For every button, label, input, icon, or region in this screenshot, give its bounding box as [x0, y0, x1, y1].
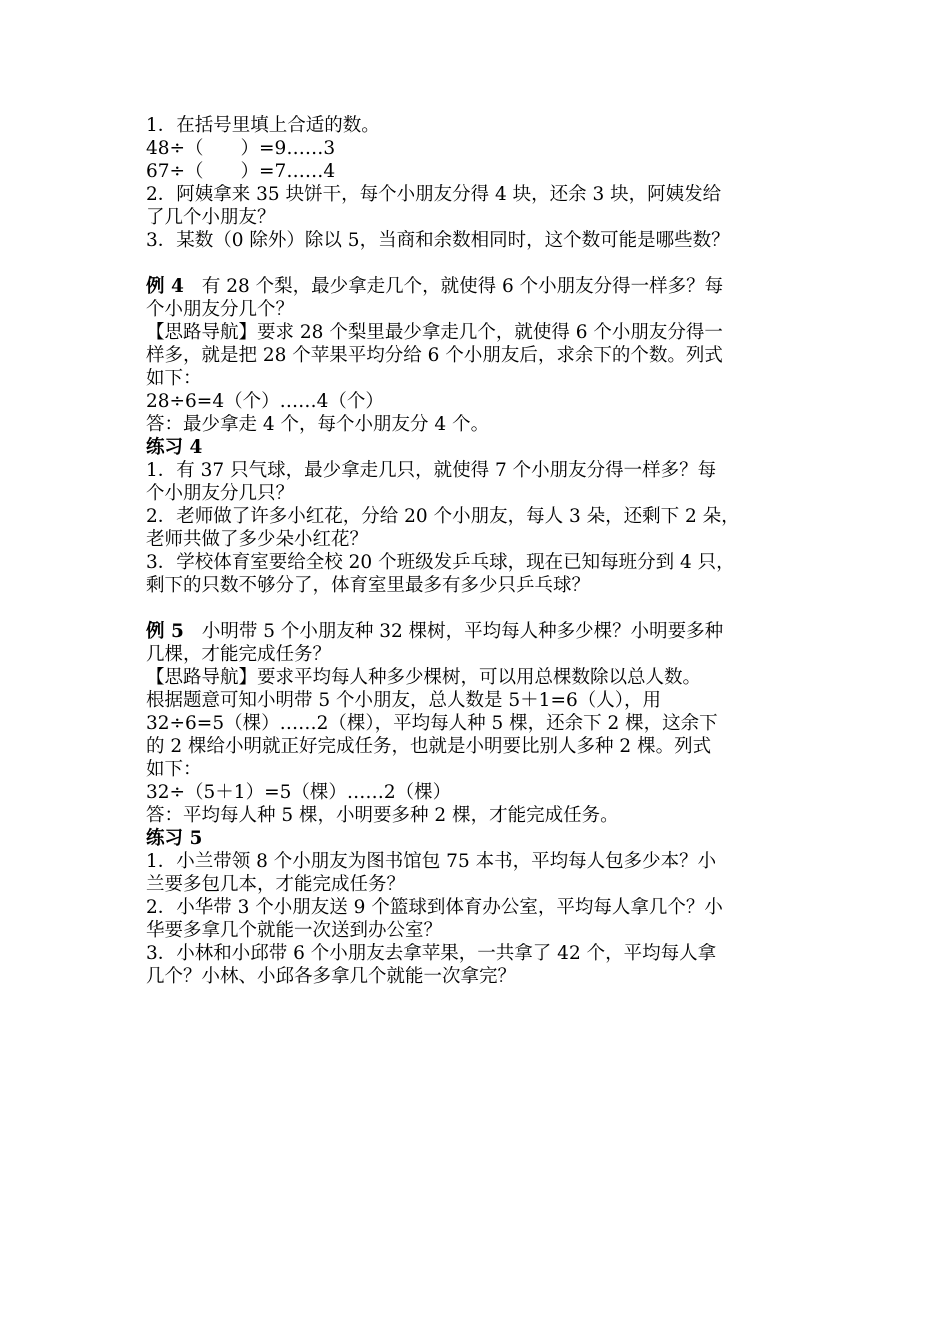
- example-4-formula: 28÷6=4（个）……4（个）: [146, 391, 384, 412]
- practice-5-heading: 练习 5: [146, 828, 203, 849]
- practice-4-line: 老师共做了多少朵小红花？: [146, 529, 369, 550]
- example-5-title-cont: 几棵，才能完成任务？: [146, 644, 332, 665]
- practice-4-line: 2．老师做了许多小红花，分给 20 个小朋友，每人 3 朵，还剩下 2 朵，: [146, 506, 740, 527]
- practice-5-line: 3．小林和小邱带 6 个小朋友去拿苹果，一共拿了 42 个，平均每人拿: [146, 943, 717, 964]
- practice-4-heading: 练习 4: [146, 437, 203, 458]
- example-5-navigation-cont: 32÷6=5（棵）……2（棵），平均每人种 5 棵，还余下 2 棵，这余下: [146, 713, 718, 734]
- example-4-answer: 答：最少拿走 4 个，每个小朋友分 4 个。: [146, 414, 490, 435]
- exercise-line: 2．阿姨拿来 35 块饼干，每个小朋友分得 4 块，还余 3 块，阿姨发给: [146, 184, 722, 205]
- example-5-answer: 答：平均每人种 5 棵，小明要多种 2 棵，才能完成任务。: [146, 805, 619, 826]
- example-5-navigation: [146, 666, 836, 689]
- example-5-label: 例 5: [146, 621, 184, 642]
- example-5-title: [146, 620, 836, 643]
- practice-5-line: 几个？小林、小邱各多拿几个就能一次拿完？: [146, 966, 517, 987]
- practice-4-line: 剩下的只数不够分了，体育室里最多有多少只乒乓球？: [146, 575, 591, 596]
- example-5-navigation-cont: 的 2 棵给小明就正好完成任务，也就是小明要比别人多种 2 棵。列式: [146, 736, 712, 757]
- example-4-navigation-cont: 如下：: [146, 368, 202, 389]
- practice-5-line: 1．小兰带领 8 个小朋友为图书馆包 75 本书，平均每人包多少本？小: [146, 851, 717, 872]
- practice-5-line: 2．小华带 3 个小朋友送 9 个篮球到体育办公室，平均每人拿几个？小: [146, 897, 723, 918]
- exercise-line: 了几个小朋友？: [146, 207, 276, 228]
- example-5-text: 小明带 5 个小朋友种 32 棵树，平均每人种多少棵？小明要多种: [201, 621, 724, 642]
- navigation-label: 【思路导航】: [146, 322, 258, 343]
- navigation-text: 要求平均每人种多少棵树，可以用总棵数除以总人数。: [257, 667, 702, 688]
- exercise-line: 3．某数（0 除外）除以 5，当商和余数相同时，这个数可能是哪些数？: [146, 230, 730, 251]
- navigation-label: 【思路导航】: [146, 667, 258, 688]
- navigation-text: 要求 28 个梨里最少拿走几个，就使得 6 个小朋友分得一: [257, 322, 723, 343]
- example-4-navigation: [146, 321, 836, 344]
- practice-4-line: 3．学校体育室要给全校 20 个班级发乒乓球，现在已知每班分到 4 只，: [146, 552, 735, 573]
- example-4-title: [146, 275, 836, 298]
- spacer: [146, 252, 836, 275]
- practice-4-line: 个小朋友分几只？: [146, 483, 295, 504]
- practice-5-line: 兰要多包几本，才能完成任务？: [146, 874, 406, 895]
- example-5-formula: 32÷（5＋1）=5（棵）……2（棵）: [146, 782, 452, 803]
- example-5-navigation-cont: 如下：: [146, 759, 202, 780]
- exercise-line: 67÷（ ）=7……4: [146, 161, 336, 182]
- practice-5-line: 华要多拿几个就能一次送到办公室？: [146, 920, 443, 941]
- example-4-label: 例 4: [146, 276, 184, 297]
- example-5-navigation-cont: 根据题意可知小明带 5 个小朋友，总人数是 5＋1=6（人），用: [146, 690, 661, 711]
- example-4-navigation-cont: 样多，就是把 28 个苹果平均分给 6 个小朋友后，求余下的个数。列式: [146, 345, 723, 366]
- practice-4-line: 1．有 37 只气球，最少拿走几只，就使得 7 个小朋友分得一样多？每: [146, 460, 717, 481]
- example-4-title-cont: 个小朋友分几个？: [146, 299, 295, 320]
- example-4-text: 有 28 个梨，最少拿走几个，就使得 6 个小朋友分得一样多？每: [201, 276, 724, 297]
- exercise-line: 1．在括号里填上合适的数。: [146, 115, 380, 136]
- spacer: [146, 597, 836, 620]
- document-page: [146, 114, 836, 988]
- exercise-line: 48÷（ ）=9……3: [146, 138, 336, 159]
